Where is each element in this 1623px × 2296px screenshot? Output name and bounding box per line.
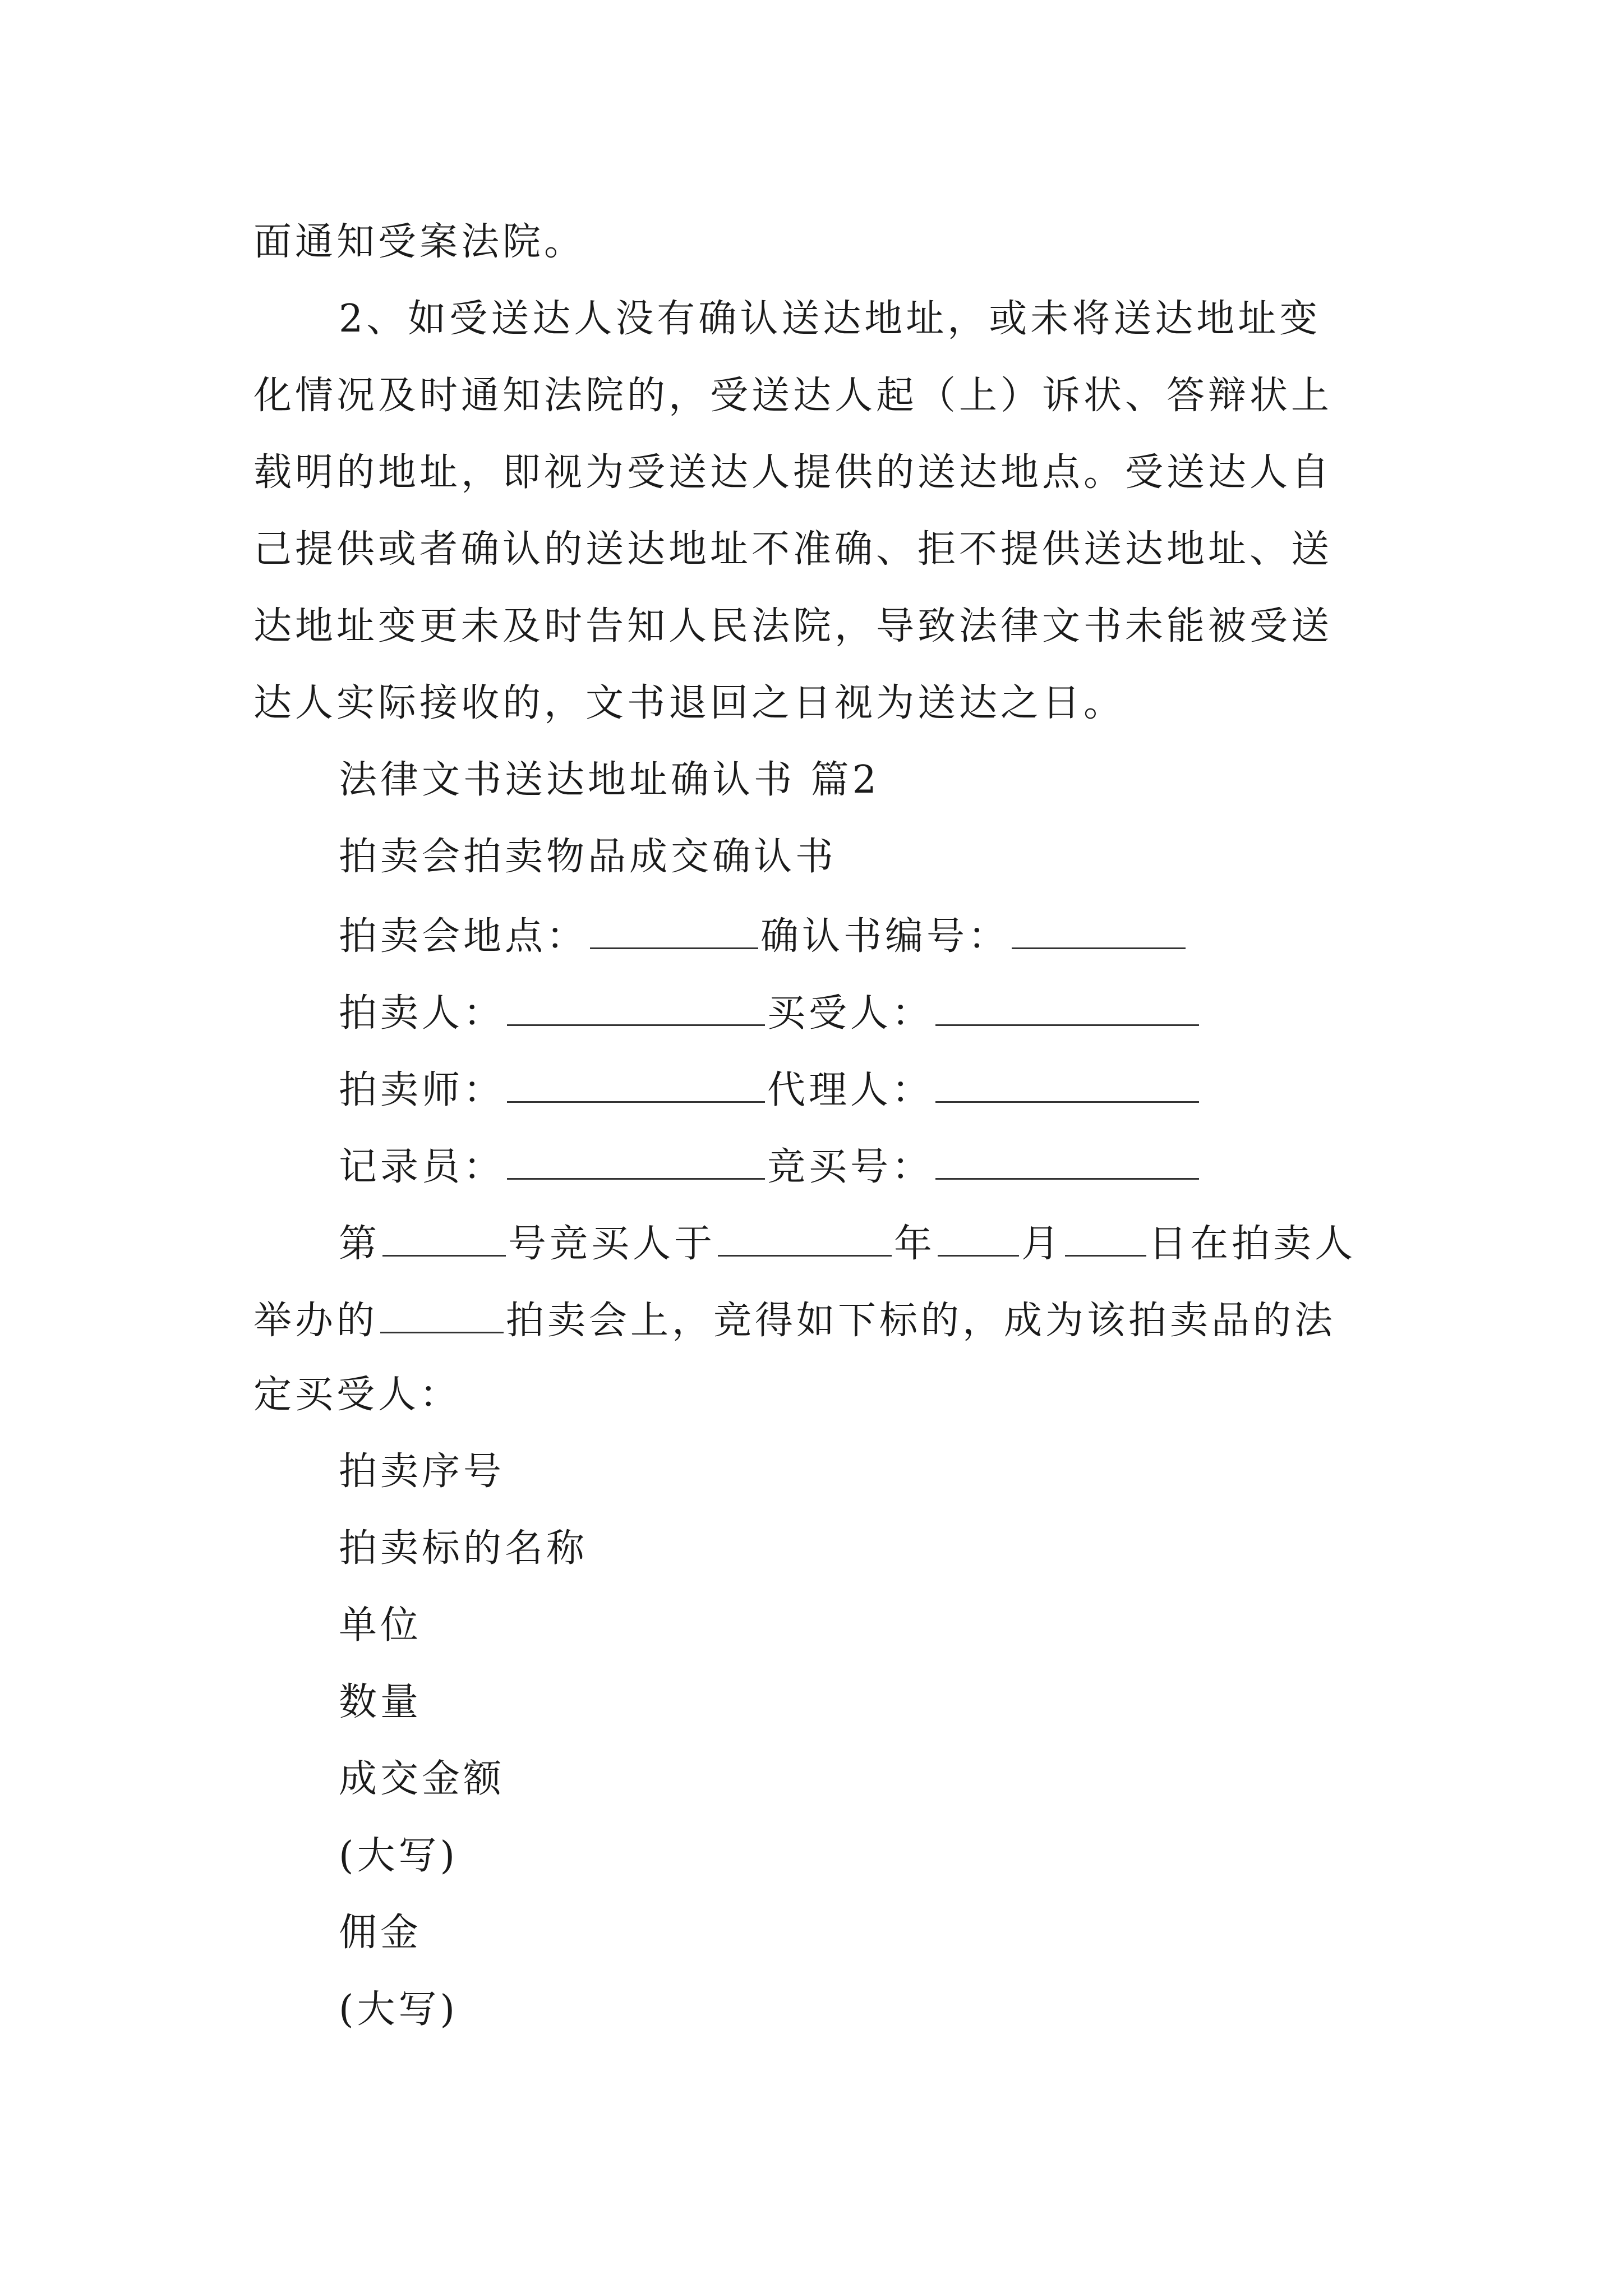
document-title: 拍卖会拍卖物品成交确认书: [339, 835, 837, 879]
statement-line: [339, 1222, 1357, 1266]
recorder-label: 记录员：: [339, 1145, 505, 1189]
item-label: 佣金: [339, 1911, 422, 1955]
body-text-line: 载明的地址，即视为受送达人提供的送达地点。受送达人自: [253, 450, 1333, 495]
statement-text: 拍卖会上，竞得如下标的，成为该拍卖品的法: [506, 1299, 1336, 1343]
statement-text: 号竞买人于: [508, 1222, 716, 1266]
day-blank: [1065, 1222, 1146, 1257]
bidder-number-blank: [382, 1222, 506, 1257]
year-blank: [718, 1222, 892, 1257]
auction-name-blank: [380, 1299, 504, 1333]
auctioneer-label: 拍卖人：: [339, 991, 505, 1036]
statement-text: 日在拍卖人: [1149, 1222, 1357, 1266]
section-title: 法律文书送达地址确认书 篇2: [339, 758, 880, 802]
statement-text: 举办的: [253, 1299, 379, 1343]
item-label: (大写): [339, 1834, 459, 1878]
body-text-line: 面通知受案法院。: [253, 220, 586, 264]
auctioneer-blank: [507, 992, 765, 1026]
bid-number-label: 竞买号：: [767, 1145, 934, 1189]
form-row-location: [339, 914, 1188, 959]
item-label: 数量: [339, 1680, 422, 1724]
item-label: 成交金额: [339, 1757, 505, 1801]
form-row-auction-master: [339, 1069, 1201, 1110]
statement-line: [253, 1299, 1336, 1343]
body-text-line: 2、如受送达人没有确认送达地址，或未将送达地址变: [339, 297, 1321, 341]
auction-master-blank: [507, 1069, 765, 1103]
item-label: 拍卖序号: [339, 1450, 505, 1494]
item-label: 拍卖标的名称: [339, 1526, 588, 1571]
item-label: (大写): [339, 1987, 459, 2032]
bid-number-blank: [935, 1145, 1199, 1180]
statement-text: 月: [1021, 1222, 1063, 1266]
statement-line: 定买受人：: [253, 1373, 462, 1417]
buyer-blank: [935, 992, 1199, 1026]
form-row-auctioneer: [339, 991, 1201, 1036]
confirm-number-blank: [1012, 915, 1186, 949]
buyer-label: 买受人：: [767, 991, 934, 1036]
recorder-blank: [507, 1145, 765, 1180]
location-label: 拍卖会地点：: [339, 914, 588, 959]
month-blank: [938, 1222, 1019, 1257]
agent-label: 代理人：: [767, 1068, 934, 1112]
location-blank: [590, 915, 758, 949]
statement-text: 第: [339, 1222, 381, 1266]
item-label: 单位: [339, 1603, 422, 1648]
auction-master-label: 拍卖师：: [339, 1068, 505, 1112]
agent-blank: [935, 1069, 1199, 1103]
body-text-line: 己提供或者确认的送达地址不准确、拒不提供送达地址、送: [253, 527, 1333, 572]
statement-text: 年: [894, 1222, 936, 1266]
body-text-line: 化情况及时通知法院的，受送达人起（上）诉状、答辩状上: [253, 374, 1333, 418]
body-text-line: 达人实际接收的，文书退回之日视为送达之日。: [253, 681, 1126, 725]
form-row-recorder: [339, 1145, 1201, 1189]
body-text-line: 达地址变更未及时告知人民法院，导致法律文书未能被受送: [253, 604, 1333, 648]
confirm-number-label: 确认书编号：: [760, 914, 1010, 959]
